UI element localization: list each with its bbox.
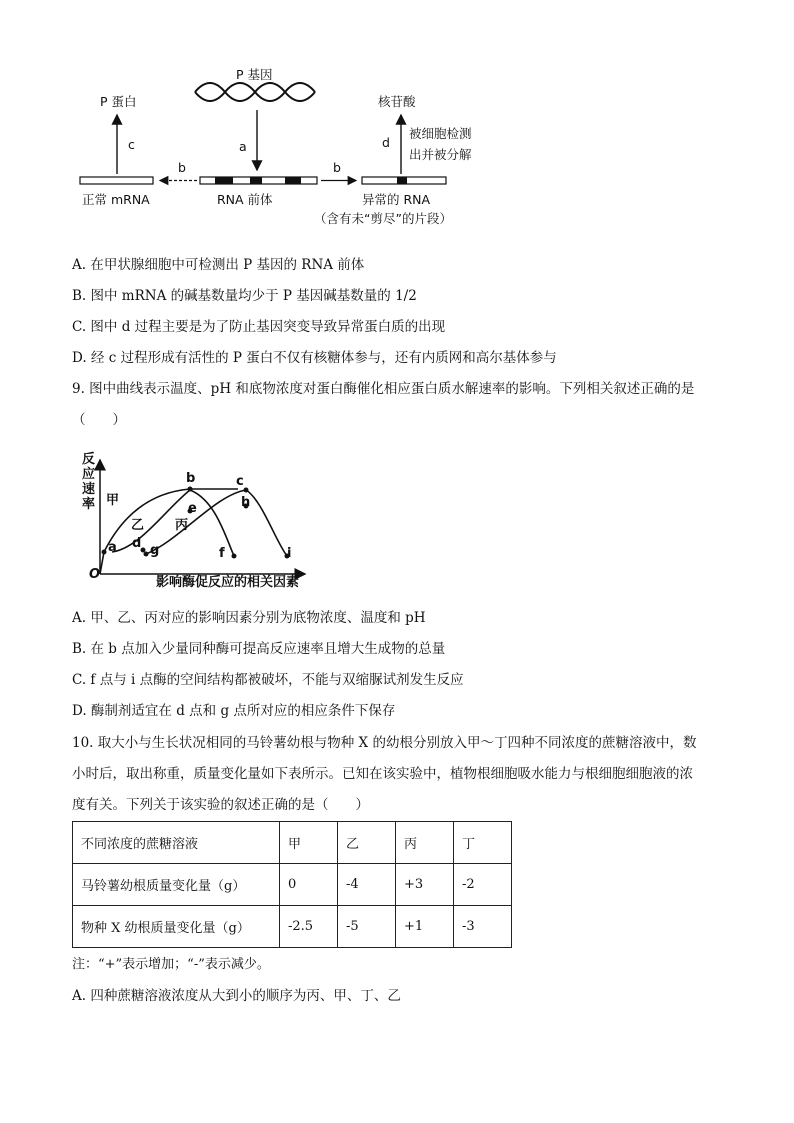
detect-note-2: 出并被分解 (409, 147, 472, 162)
q10-stem-line2: 小时后，取出称重，质量变化量如下表所示。已知在该实验中，植物根细胞吸水能力与根细胞细胞液的浓 (72, 766, 693, 782)
table-cell: -5 (338, 906, 396, 948)
label-b-left: b (178, 160, 186, 175)
table-cell: 丙 (396, 822, 454, 864)
q10-stem-line1: 10. 取大小与生长状况相同的马铃薯幼根与物种 X 的幼根分别放入甲～丁四种不同浓度的蔗糖溶液中，数 (72, 735, 697, 751)
precursor-label: RNA 前体 (217, 192, 273, 207)
curve-bing-label: 丙 (175, 518, 189, 533)
label-d: d (382, 135, 390, 150)
nucleotide-label: 核苷酸 (378, 94, 416, 109)
table-cell: +1 (396, 906, 454, 948)
normal-mrna-label: 正常 mRNA (82, 192, 150, 207)
table-cell: 马铃薯幼根质量变化量（g） (73, 864, 280, 906)
dna-helix-strand (195, 83, 315, 101)
point-a-label: a (108, 540, 117, 555)
table-cell: 甲 (280, 822, 338, 864)
table-row (73, 906, 512, 948)
curve-jia (100, 489, 238, 574)
table-cell: +3 (396, 864, 454, 906)
sucrose-table (72, 821, 512, 948)
point-e-label: e (188, 501, 197, 516)
q10-note: 注：“+”表示增加；“-”表示减少。 (72, 957, 270, 972)
q8-option-d: D. 经 c 过程形成有活性的 P 蛋白不仅有核糖体参与，还有内质网和高尔基体参与 (72, 350, 557, 366)
point-f-dot (232, 554, 237, 559)
x-axis-label: 影响酶促反应的相关因素 (156, 575, 300, 590)
point-c-dot (244, 488, 249, 493)
label-a: a (239, 139, 247, 154)
origin-label: O (89, 567, 101, 582)
point-a-dot (102, 550, 107, 555)
table-cell: -2.5 (280, 906, 338, 948)
normal-mrna-bar (80, 177, 153, 184)
protein-label: P 蛋白 (100, 94, 137, 109)
table-cell: -4 (338, 864, 396, 906)
q10-option-a: A. 四种蔗糖溶液浓度从大到小的顺序为丙、甲、丁、乙 (72, 988, 401, 1004)
q9-option-b: B. 在 b 点加入少量同种酶可提高反应速率且增大生成物的总量 (72, 641, 446, 657)
q9-option-c: C. f 点与 i 点酶的空间结构都被破坏，不能与双缩脲试剂发生反应 (72, 672, 464, 688)
abnormal-rna-note: （含有未“剪尽”的片段） (314, 211, 452, 226)
curve-yi-label: 乙 (131, 518, 145, 533)
curve-jia-label: 甲 (106, 493, 120, 508)
point-g-label: g (150, 543, 160, 558)
q9-option-d: D. 酶制剂适宜在 d 点和 g 点所对应的相应条件下保存 (72, 703, 396, 719)
abnormal-rna-label: 异常的 RNA (362, 192, 431, 207)
label-b-right: b (333, 160, 341, 175)
point-f-label: f (219, 546, 225, 561)
q9-paren: （ ） (72, 412, 126, 428)
point-d-label: d (132, 536, 142, 551)
q9-option-a: A. 甲、乙、丙对应的影响因素分别为底物浓度、温度和 pH (72, 610, 426, 626)
table-cell: -2 (454, 864, 512, 906)
label-c: c (128, 137, 135, 152)
point-g-dot (144, 552, 149, 557)
table-row (73, 864, 512, 906)
table-cell: 物种 X 幼根质量变化量（g） (73, 906, 280, 948)
table-cell: 乙 (338, 822, 396, 864)
table-cell: -3 (454, 906, 512, 948)
q10-stem-line3: 度有关。下列关于该实验的叙述正确的是（ ） (72, 797, 369, 813)
curve-bing (146, 490, 287, 556)
q9-stem: 9. 图中曲线表示温度、pH 和底物浓度对蛋白酶催化相应蛋白质水解速率的影响。下列相关叙述正确的是 (72, 381, 695, 397)
y-axis-label: 反应速率 (82, 452, 96, 512)
point-b-dot (188, 487, 193, 492)
q8-option-a: A. 在甲状腺细胞中可检测出 P 基因的 RNA 前体 (72, 257, 365, 273)
table-cell: 丁 (454, 822, 512, 864)
point-c-label: c (236, 474, 244, 489)
detect-note-1: 被细胞检测 (409, 126, 472, 141)
table-cell: 0 (280, 864, 338, 906)
enzyme-rate-svg (0, 440, 794, 600)
point-i-label: i (287, 546, 292, 561)
point-b-label: b (186, 471, 196, 486)
table-cell: 不同浓度的蔗糖溶液 (73, 822, 280, 864)
gene-label: P 基因 (236, 67, 273, 82)
table-header-row (73, 822, 512, 864)
q8-option-c: C. 图中 d 过程主要是为了防止基因突变导致异常蛋白质的出现 (72, 319, 446, 335)
point-h-label: h (241, 495, 251, 510)
q8-option-b: B. 图中 mRNA 的碱基数量均少于 P 基因碱基数量的 1/2 (72, 288, 417, 304)
